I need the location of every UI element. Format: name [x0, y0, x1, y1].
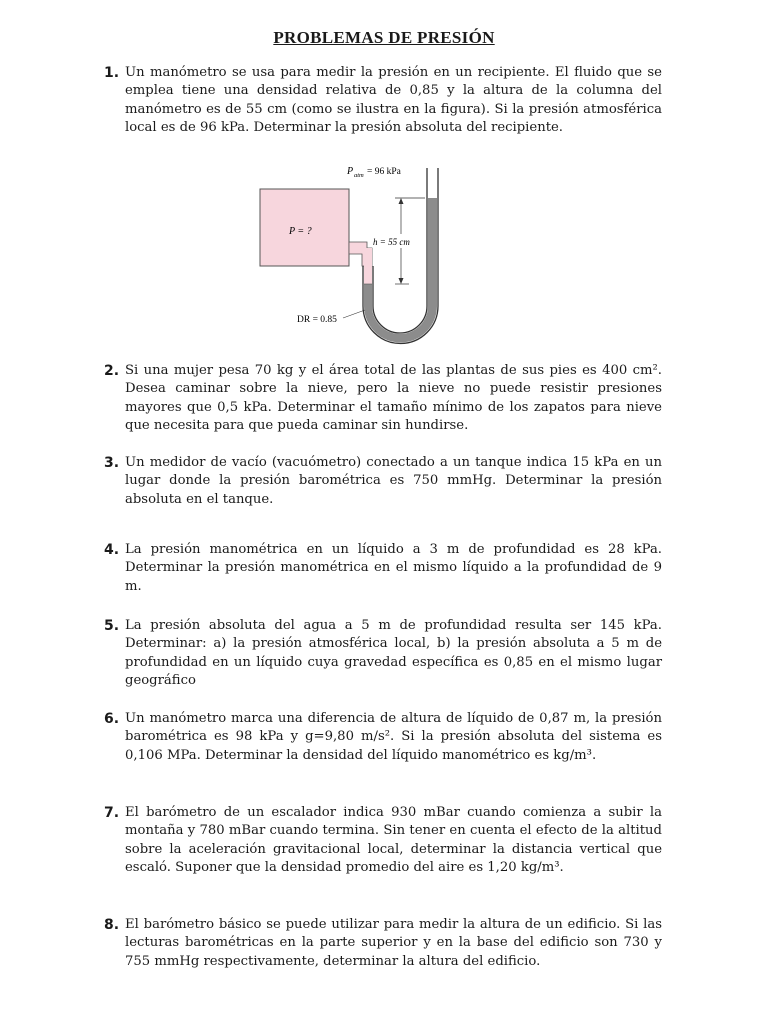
right-tube-liquid — [428, 198, 437, 306]
problem-7 — [104, 804, 662, 877]
left-tube-liquid — [364, 284, 372, 306]
problem-text: Si una mujer pesa 70 kg y el área total de las plantas de sus pies es 400 cm². Desea caminar sobre la nieve, pero la nieve no puede resistir presiones mayores que 0,5 kPa. Determinar el tamaño mínimo de los zapatos para nieve que necesita para que pueda caminar sin hundirse. — [125, 363, 662, 433]
problem-number: 5. — [104, 618, 120, 634]
problem-number: 6. — [104, 711, 120, 727]
problem-8 — [104, 916, 662, 971]
problem-number: 3. — [104, 455, 120, 471]
problem-1 — [104, 64, 662, 137]
left-tube-gas — [364, 248, 372, 284]
problem-text: La presión absoluta del agua a 5 m de profundidad resulta ser 145 kPa. Determinar: a) la presión atmosférica local, b) la presión absoluta a 5 m de profundidad en un líquido cuya gravedad específica es 0,85 en el mismo lugar geográfico — [125, 618, 662, 688]
problem-text: Un manómetro se usa para medir la presión en un recipiente. El fluido que se emplea tiene una densidad relativa de 0,85 y la altura de la columna del manómetro es de 55 cm (como se ilustra en la figura). Si la presión atmosférica local es de 96 kPa. Determinar la presión absoluta del recipiente. — [125, 65, 662, 135]
page-title: PROBLEMAS DE PRESIÓN — [273, 28, 495, 47]
problem-text: El barómetro de un escalador indica 930 mBar cuando comienza a subir la montaña y 780 mBar cuando termina. Sin tener en cuenta el efecto de la altitud sobre la aceleración gravitacional local, determinar la distancia vertical que escaló. Suponer que la densidad promedio del aire es 1,20 kg/m³. — [125, 805, 662, 875]
problem-text: El barómetro básico se puede utilizar para medir la altura de un edificio. Si las lecturas barométricas en la parte superior y en la base del edificio son 730 y 755 mmHg respectivamente, determinar la altura del edificio. — [125, 917, 662, 969]
problem-number: 4. — [104, 542, 120, 558]
dr-leader-line — [343, 310, 365, 318]
problem-number: 7. — [104, 805, 120, 821]
manometer-diagram — [255, 160, 455, 345]
tube-inner-wall — [373, 168, 427, 333]
problem-number: 1. — [104, 65, 120, 81]
patm-symbol: P — [347, 166, 354, 177]
problem-number: 8. — [104, 917, 120, 933]
problem-text: Un medidor de vacío (vacuómetro) conectado a un tanque indica 15 kPa en un lugar donde la presión barométrica es 750 mmHg. Determinar la presión absoluta en el tanque. — [125, 455, 662, 507]
h-arrow-head-top — [399, 198, 404, 204]
height-label: h = 55 cm — [373, 237, 410, 247]
problem-6 — [104, 710, 662, 765]
problem-number: 2. — [104, 363, 120, 379]
problem-5 — [104, 617, 662, 690]
patm-value: = 96 kPa — [367, 167, 401, 177]
problem-4 — [104, 541, 662, 596]
right-tube-air — [428, 168, 437, 198]
dr-label: DR = 0.85 — [297, 315, 337, 325]
problem-3 — [104, 454, 662, 509]
problem-text: La presión manométrica en un líquido a 3 m de profundidad es 28 kPa. Determinar la presión manométrica en el mismo líquido a la profundidad de 9 m. — [125, 542, 662, 594]
problem-text: Un manómetro marca una diferencia de altura de líquido de 0,87 m, la presión barométrica es 98 kPa y g=9,80 m/s². Si la presión absoluta del sistema es 0,106 MPa. Determinar la densidad del líquido manométrico es kg/m³. — [125, 711, 662, 763]
h-arrow-head-bottom — [399, 278, 404, 284]
manometer-figure — [255, 160, 455, 345]
patm-subscript: atm — [354, 172, 364, 179]
problem-2 — [104, 362, 662, 435]
tank-pressure-label: P = ? — [289, 226, 312, 237]
